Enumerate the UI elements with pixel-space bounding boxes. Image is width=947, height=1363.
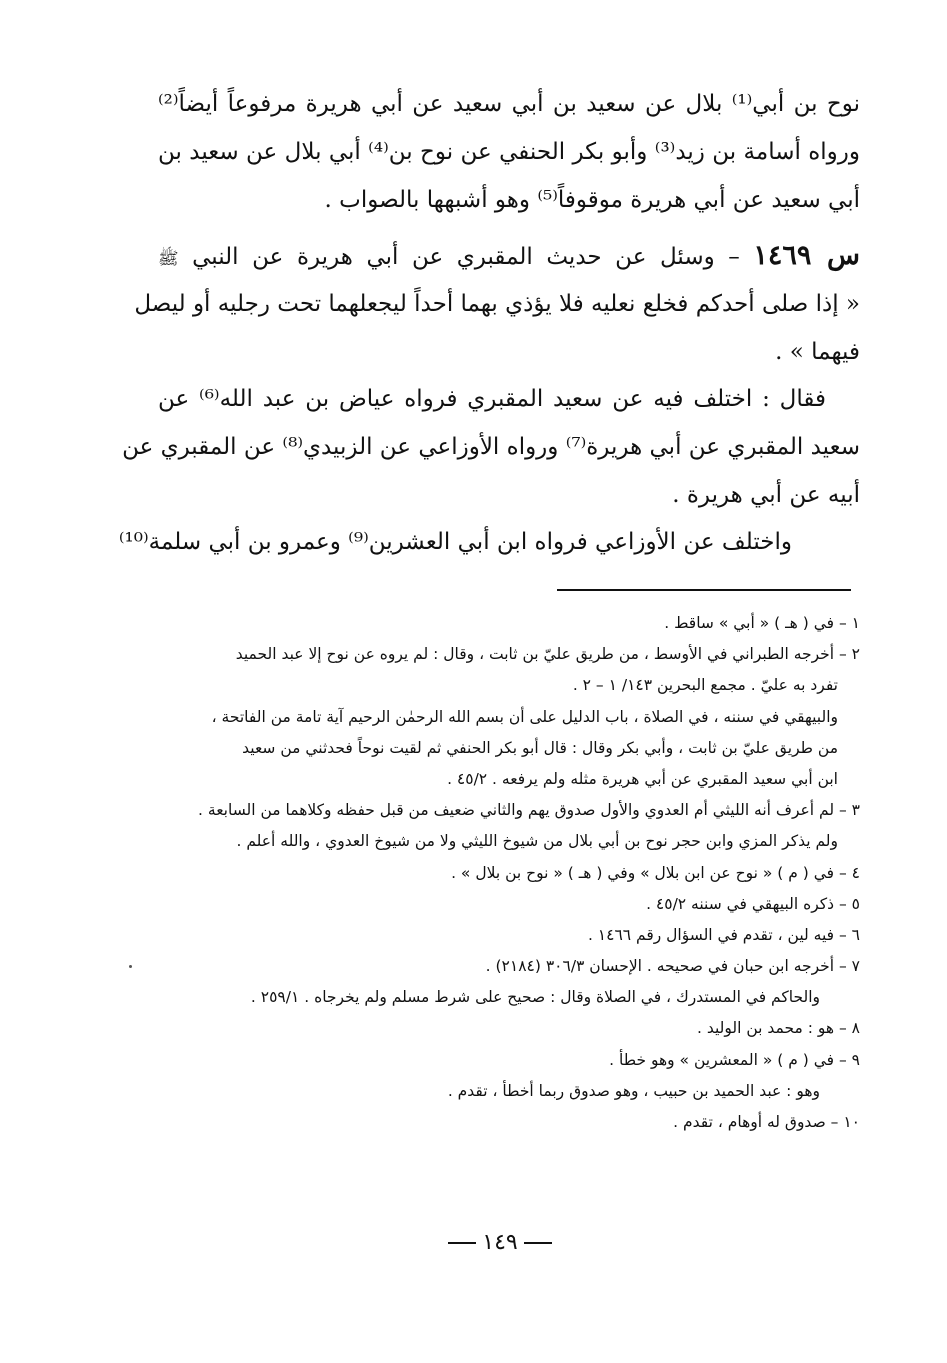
footnote-line: ٢ – أخرجه الطبراني في الأوسط ، من طريق عليّ بن ثابت ، وقال : لم يروه عن نوح إلا عبد الحميد [235, 645, 860, 664]
footnote-line: ٧ – أخرجه ابن حبان في صحيحه . الإحسان ٣٠٦/٣ (٢١٨٤) . [485, 957, 860, 976]
question-number: س ١٤٦٩ [753, 240, 861, 271]
text-line: نوح بن أبي⁽¹⁾ بلال عن سعيد بن أبي سعيد عن أبي هريرة مرفوعاً أيضاً⁽²⁾ [158, 91, 860, 117]
text-line: « إذا صلى أحدكم فخلع نعليه فلا يؤذي بهما أحداً ليجعلهما تحت رجليه أو ليصل [134, 291, 860, 317]
footnote-line: ٦ – فيه لين ، تقدم في السؤال رقم ١٤٦٦ . [587, 925, 860, 944]
footnote-line: ٣ – لم أعرف أنه الليثي أم العدوي والأول صدوق يهم والثاني ضعيف من قبل حفظه وكلاهما من السابعة . [198, 801, 860, 820]
paragraph-2 [134, 232, 861, 376]
text-line: ورواه أسامة بن زيد⁽³⁾ وأبو بكر الحنفي عن نوح بن⁽⁴⁾ أبي بلال عن سعيد بن [158, 139, 861, 165]
page-number [435, 1230, 565, 1255]
text-line: واختلف عن الأوزاعي فرواه ابن أبي العشرين⁽⁹⁾ وعمرو بن أبي سلمة⁽¹⁰⁾ [118, 529, 792, 555]
footnote-line: والبيهقي في سننه ، في الصلاة ، باب الدليل على أن بسم الله الرحمٰن الرحيم آية تامة من الفاتحة ، [211, 707, 838, 726]
footnote-line: وهو : عبد الحميد بن حبيب ، وهو صدوق ربما أخطأ ، تقدم . [447, 1081, 820, 1100]
page-number-text: ١٤٩ [482, 1230, 518, 1255]
footnote-line: والحاكم في المستدرك ، في الصلاة وقال : صحيح على شرط مسلم ولم يخرجاه . ٢٥٩/١ . [250, 988, 820, 1007]
text-line: فقال : اختلف فيه عن سعيد المقبري فرواه عياض بن عبد الله⁽⁶⁾ عن [158, 386, 826, 412]
page-number-dash [524, 1242, 552, 1244]
footnote-line: تفرد به عليّ . مجمع البحرين ١٤٣/ ١ – ٢ . [572, 676, 838, 695]
text-line: فيهما » . [775, 339, 860, 365]
footnote-line: ٤ – في ( م ) « نوح عن ابن بلال » وفي ( هـ ) « نوح بن بلال » . [451, 863, 860, 882]
page-number-dash [448, 1242, 476, 1244]
question-line [158, 232, 860, 280]
scan-speck [129, 965, 132, 968]
text-line: سعيد المقبري عن أبي هريرة⁽⁷⁾ ورواه الأوزاعي عن الزبيدي⁽⁸⁾ عن المقبري عن [122, 434, 860, 460]
paragraph-1 [158, 80, 860, 224]
footnote-line: ٥ – ذكره البيهقي في سننه ٤٥/٢ . [646, 894, 860, 913]
footnote-line: ١ – في ( هـ ) « أبي » ساقط . [664, 614, 860, 632]
text-line: أبيه عن أبي هريرة . [672, 482, 860, 508]
paragraph-3 [122, 375, 860, 519]
footnotes [150, 608, 860, 1138]
footnote-line: ١٠ – صدوق له أوهام ، تقدم . [673, 1113, 860, 1131]
text-line: أبي سعيد عن أبي هريرة موقوفاً⁽⁵⁾ وهو أشبهها بالصواب . [324, 187, 860, 213]
paragraph-4 [118, 518, 860, 566]
text-segment: – وسئل عن حديث المقبري عن أبي هريرة عن النبي [178, 244, 754, 270]
footnote-line: ولم يذكر المزي وابن حجر نوح بن أبي بلال من شيوخ الليثي ولا من شيوخ العدوي ، والله أعلم . [236, 832, 838, 851]
footnote-line: ٨ – هو : محمد بن الوليد . [697, 1019, 860, 1038]
footnote-line: ابن أبي سعيد المقبري عن أبي هريرة مثله ولم يرفعه . ٤٥/٢ . [447, 769, 838, 788]
footnote-separator [557, 589, 851, 591]
footnote-line: من طريق عليّ بن ثابت ، وأبي بكر وقال : قال أبو بكر الحنفي ثم لقيت نوحاً فحدثني من سعيد [242, 738, 838, 757]
salutation-glyph: ﷺ [158, 249, 179, 269]
footnote-line: ٩ – في ( م ) « المعشرين » وهو خطأ . [609, 1050, 860, 1069]
